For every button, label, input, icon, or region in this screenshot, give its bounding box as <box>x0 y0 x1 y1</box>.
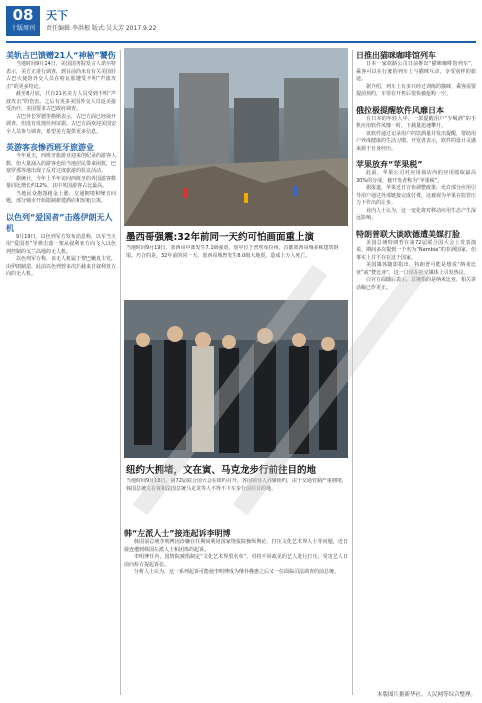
article-paragraph: 古巴外长罗德里格斯表示，古巴方面已经展开调查，但没有发现任何证据。古巴方面欢迎美国安全人员参与调查，希望美方提供更多信息。 <box>6 113 116 135</box>
article-paragraph: 据介绍，列车上有多只经过训练的猫咪，乘客需要提前预约，车票在开售后很快被抢购一空。 <box>356 83 476 97</box>
article-paragraph: 美国总统特朗普在第72届联合国大会上发表演说，期间多次提到一个名为“Nambia”的非洲国家，但事实上并不存在这个国家。 <box>356 239 476 261</box>
article-title: 特朗普联大谈欧德遭美媒打脸 <box>356 229 460 239</box>
photo1-caption: 当地时间9月19日，墨西哥中部发生7.1级强震，震中位于普埃布拉州，首都墨西哥城多栋建筑倒塌。巧合的是，32年前的同一天，墨西哥城曾发生8.0级大地震，造成上万人死亡。 <box>126 245 339 259</box>
article-paragraph: 白宫方面随后表示，总统指的是纳米比亚，相关讲话稿已作更正。 <box>356 277 476 291</box>
article-paragraph: 以色列军方称，该无人机属于黎巴嫩真主党，由伊朗制造。此前以色列曾多次拦截来自叙利亚方向的无人机。 <box>6 256 116 277</box>
bottom-article <box>124 528 348 693</box>
article-paragraph: 当地时间9月14日，美国国务院发言人诺尔特表示，美方正进行调查，到目前尚未有有关美国驻古巴大使馆外交人员在哈瓦那遭受不明“声波攻击”的更多结论。 <box>6 61 116 90</box>
column-divider <box>120 50 121 695</box>
header-rule <box>6 41 476 43</box>
article-title: 日推出猫咪咖啡馆列车 <box>356 51 436 60</box>
photo2-caption: 当地时间9月18日，第72届联合国大会在纽约召开，各国领导人齐聚纽约，由于交通管制严重拥堵，韩国总统文在寅和法国总统马克龙等人不得不下车步行前往目的地。 <box>126 478 347 492</box>
section-title: 天下 <box>46 9 68 22</box>
page-header <box>6 6 476 40</box>
article-paragraph: 日本一家铁路公司日前推出“猫咪咖啡馆列车”，乘客可以在行驶的列车上与猫咪互动，享受别样的旅途。 <box>356 61 476 82</box>
article-paragraph: 截至8月底，共有21名美方人员受到不明“声波攻击”的伤害。之后有更多美国外交人员返美接受治疗，美国要求古巴政府调查。 <box>6 91 116 112</box>
article-title: 韩“左派人士”接连起诉李明博 <box>124 529 231 538</box>
page-number: 08 <box>12 6 34 24</box>
left-column <box>6 50 116 700</box>
article-paragraph: 李明博任内，国情院被指制定“文化艺术界黑名单”，对持不同政见的艺人进行打压，受害艺人日前向检方提起诉讼。 <box>124 554 348 568</box>
article-paragraph: 该软件通过记录用户的饮酒量并发出提醒，帮助用户养成健康的生活习惯。开发者表示，软件的设计灵感来源于自身经历。 <box>356 130 476 152</box>
article-paragraph: 当地民众抱怨租金上涨、交通拥堵和噪音问题，部分城市开始限制新建酒店和短租公寓。 <box>6 190 116 204</box>
column-divider <box>352 50 353 695</box>
right-column <box>356 50 476 690</box>
article-paragraph: 此前，苹果公司对应用商店内的应用收取最高30%的分成，被开发者称为“苹果税”。 <box>356 170 476 184</box>
article-paragraph: 在日本的年轻人中，一款提醒用户“少喝酒”的手机应用软件风靡一时，下载量迅速攀升。 <box>356 115 476 129</box>
article-title: 苹果放弃“苹果税” <box>356 160 423 169</box>
article-title: 以色列“爱国者”击落伊朗无人机 <box>6 212 113 233</box>
article-title: 美轨古巴馈赠21人“神秘”饕伤 <box>6 51 116 60</box>
leaders-walking-photo <box>124 300 348 458</box>
article-paragraph: 据报道，苹果近日宣布调整政策，允许部分应用引导用户通过外部链接完成付费，这被视为苹果在监管压力下作出的让步。 <box>356 185 476 206</box>
page-number-badge <box>6 6 40 36</box>
article-paragraph: 今年夏天，西班牙旅游业迎来创纪录的游客人数，但大量涌入的游客也给当地居民带来困扰，巴塞罗那等地出现了反对过度旅游的抗议活动。 <box>6 153 116 174</box>
article-paragraph: 业内人士认为，这一变化将对移动应用生态产生深远影响。 <box>356 207 476 221</box>
page-badge-subtitle: 十版周刊 <box>10 25 35 32</box>
article-paragraph: 韩国前总统李明博因涉嫌在任期间利用国家情报院操纵舆论、打压文化艺术界人士等问题，近日接连遭到韩国左派人士和团体的起诉。 <box>124 539 348 553</box>
article-paragraph: 分析人士认为，这一系列起诉可能使李明博成为继朴槿惠之后又一位面临司法调查的前总统。 <box>134 569 340 575</box>
article-title: 英游客丧惨西班牙旅游业 <box>6 143 94 152</box>
article-paragraph: 美国媒体随即指出，特朗普可能是想说“纳米比亚”或“赞比亚”，这一口误在社交媒体上引发热议。 <box>356 262 476 276</box>
earthquake-photo <box>124 48 348 226</box>
footer-credit: 本版图片据新华社、人民网等综合整理。 <box>376 692 476 698</box>
article-title: 俄拉极提醒软件风靡日本 <box>356 105 444 115</box>
photo1-headline: 墨西哥强震:32年前同一天约可怕画面重上演 <box>126 232 315 243</box>
photo2-headline: 纽约大拥堵，文在寅、马克龙步行前往目的地 <box>126 465 317 476</box>
editor-meta: 责任编辑:李洪根 版式:吴大芳 2017.9.22 <box>46 25 157 32</box>
article-paragraph: 9月19日，以色列军方发布消息称，以军当天用“爱国者”导弹击落一架从叙利亚方向飞入以色列控制的戈兰高地的无人机。 <box>6 233 116 255</box>
article-paragraph: 据统计，今年上半年访问西班牙的外国游客数量同比增长约12%，其中英国游客占比最高。 <box>6 175 116 189</box>
